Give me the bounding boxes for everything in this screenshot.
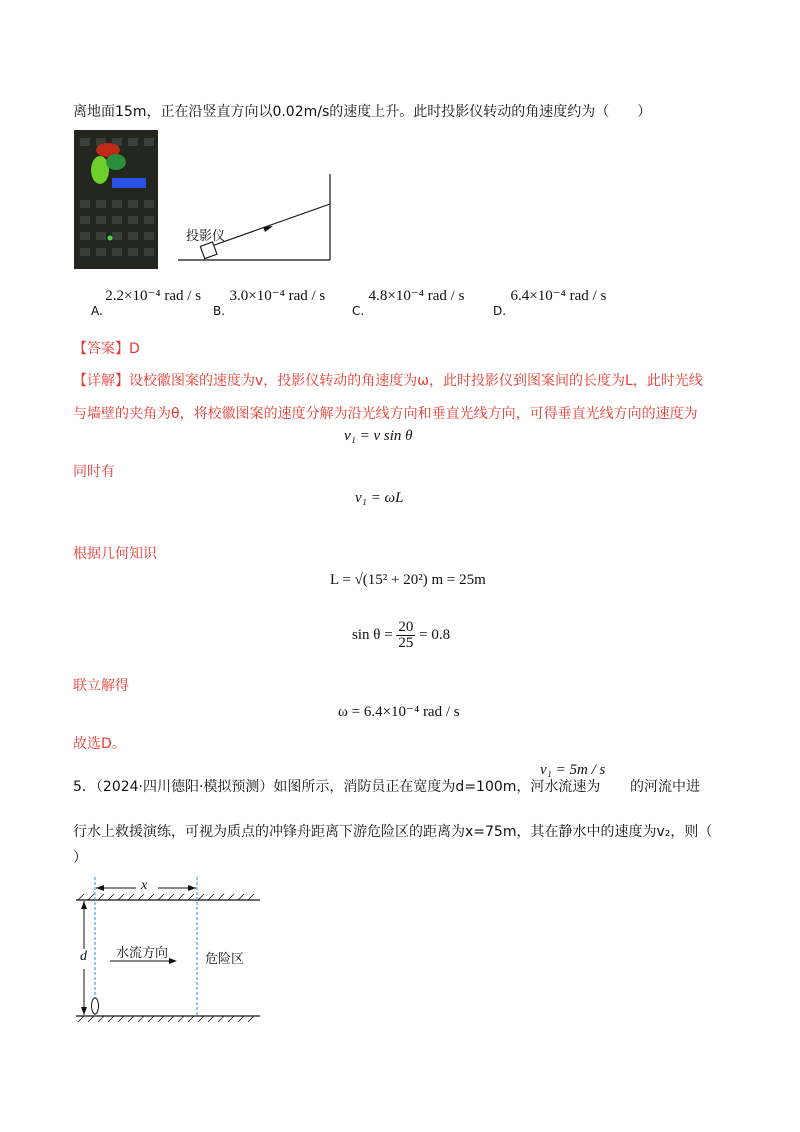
option-b-value: 3.0×10⁻⁴ rad / s	[229, 288, 326, 304]
equation-v1-omegaL: v₁ = ωL	[355, 490, 404, 506]
x-distance-label: x	[141, 878, 148, 893]
lianli-label: 联立解得	[73, 678, 129, 694]
question5-line-2: 行水上救援演练，可视为质点的冲锋舟距离下游危险区的距离为x=75m，其在静水中的速度为v₂，则（	[73, 824, 713, 840]
danger-zone-label: 危险区	[205, 952, 245, 967]
flow-direction-label: 水流方向	[116, 946, 169, 961]
detail-line-1: 【详解】设校徽图案的速度为v，投影仪转动的角速度为ω，此时投影仪到图案间的长度为L，此时光线	[73, 373, 703, 389]
conclusion-text: 故选D。	[73, 736, 126, 752]
option-a-letter: A.	[91, 304, 103, 318]
geometry-label: 根据几何知识	[73, 546, 157, 562]
d-width-label: d	[80, 949, 87, 964]
option-d-value: 6.4×10⁻⁴ rad / s	[510, 288, 607, 304]
detail-line-2: 与墙壁的夹角为θ，将校徽图案的速度分解为沿光线方向和垂直光线方向，可得垂直光线方向的速度为	[73, 406, 698, 422]
tongshi-label: 同时有	[73, 464, 115, 480]
option-a-value: 2.2×10⁻⁴ rad / s	[105, 288, 202, 304]
equation-v1-vsin: v₁ = v sin θ	[344, 428, 413, 444]
equation-omega: ω = 6.4×10⁻⁴ rad / s	[338, 704, 460, 720]
projector-diagram	[178, 170, 338, 266]
option-b-letter: B.	[213, 304, 226, 318]
option-c-value: 4.8×10⁻⁴ rad / s	[368, 288, 465, 304]
option-c-letter: C.	[352, 304, 365, 318]
sin-right: = 0.8	[419, 626, 451, 643]
option-b	[213, 286, 326, 318]
option-c	[352, 286, 465, 318]
question5-line-3: ）	[73, 850, 87, 866]
sin-numerator: 20	[398, 619, 414, 635]
question5-line-1: 5．（2024·四川德阳·模拟预测）如图所示，消防员正在宽度为d=100m，河水流速为	[73, 779, 601, 795]
question-stem-text: 离地面15m，正在沿竖直方向以0.02m/s的速度上升。此时投影仪转动的角速度约为（ ）	[73, 104, 652, 120]
question5-v1-formula: v₁ = 5m / s	[540, 762, 606, 778]
option-d-letter: D.	[493, 304, 507, 318]
sin-fraction	[396, 620, 415, 651]
answer-label: 【答案】D	[73, 341, 140, 357]
option-a	[91, 286, 203, 318]
equation-sin	[352, 620, 450, 651]
question5-line-1-end: 的河流中进	[630, 779, 700, 795]
option-d	[493, 286, 607, 318]
sin-left: sin θ =	[352, 626, 393, 643]
projection-photo	[74, 130, 158, 269]
sin-denominator: 25	[398, 635, 414, 651]
equation-L: L = √(15² + 20²) m = 25m	[330, 572, 486, 588]
projector-label: 投影仪	[186, 229, 226, 244]
